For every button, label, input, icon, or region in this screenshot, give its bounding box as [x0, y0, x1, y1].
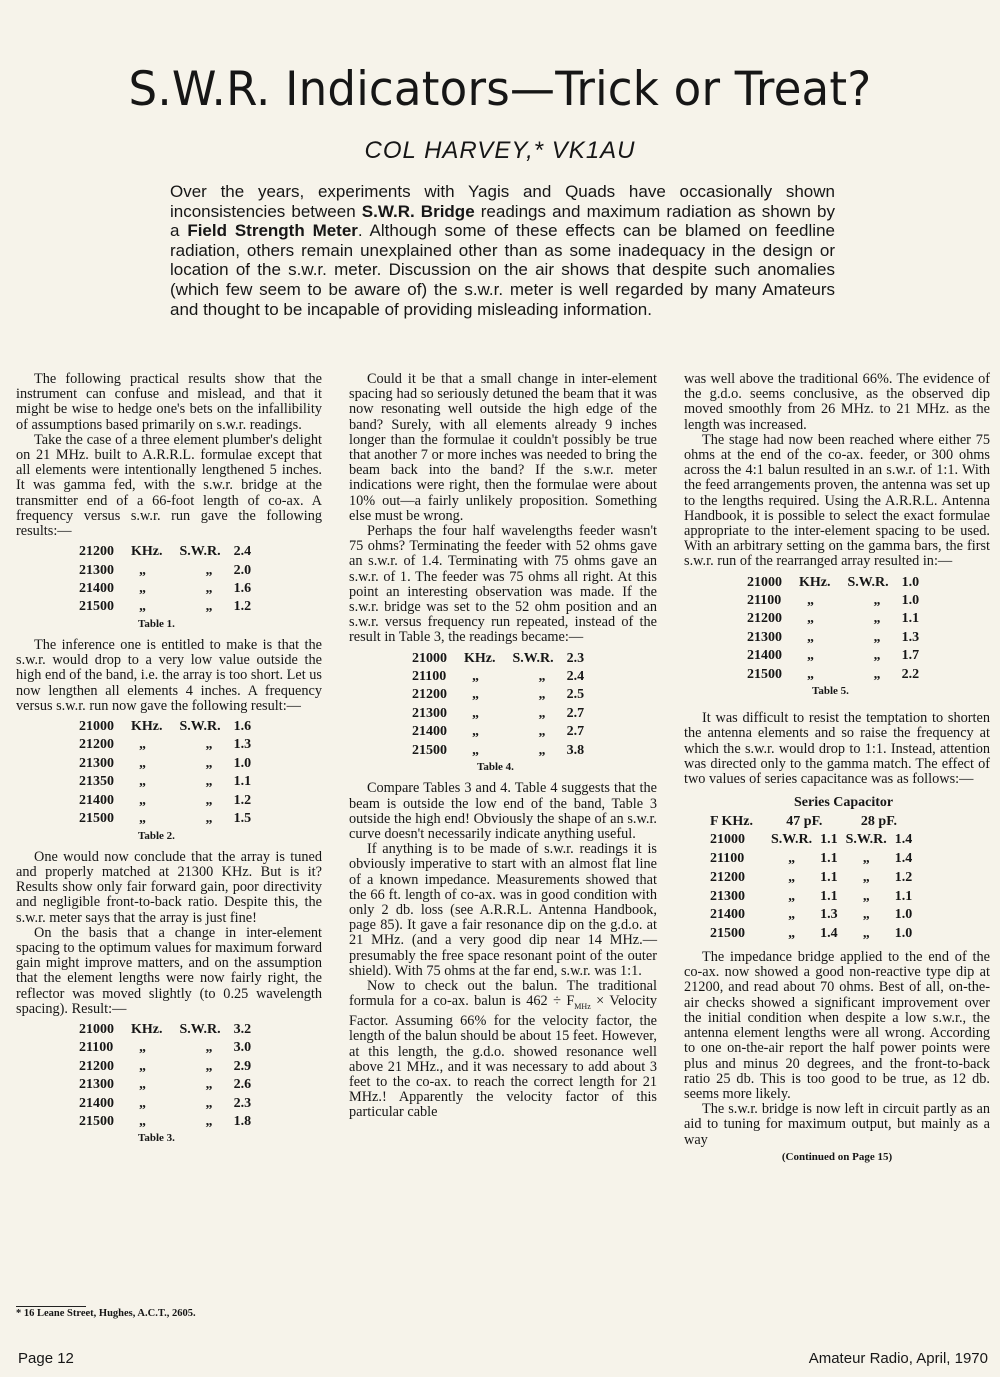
- table-3: [76, 1021, 254, 1131]
- freq-cell: 21000: [79, 1021, 114, 1037]
- table-row: [706, 888, 916, 907]
- val-cell: 1.6: [233, 581, 252, 597]
- freq-cell: 21000: [79, 719, 114, 735]
- val-cell: 3.8: [566, 742, 585, 758]
- table-row: [706, 869, 916, 888]
- val-cell: 2.7: [566, 705, 585, 721]
- ditto-cell: „: [205, 1095, 213, 1111]
- val-b-cell: 1.2: [894, 869, 913, 885]
- col3-paragraph-4: The impedance bridge applied to the end of the co-ax. now showed a good non-reactive type dip at 21200, and read about 70 ohms. Best of all, on-the-air checks showed a significant improvement over the initial condition when despite a low s.w.r., the antenna element lengths were all wrong. According to one on-the-air report the half power points were plus and minus 20 degrees, and the front-to-back ratio 25 db. This is too good to be true, as 12 db. seems more likely.: [684, 949, 990, 1102]
- ditto-cell: „: [205, 1113, 213, 1129]
- ditto-cell: „: [472, 687, 479, 703]
- ditto-cell: „: [139, 755, 146, 771]
- table-row: [744, 629, 922, 647]
- freq-cell: 21400: [79, 1095, 114, 1111]
- freq-cell: 21200: [710, 869, 745, 885]
- table-2-caption: Table 2.: [138, 829, 175, 842]
- ditto-cell: „: [205, 599, 213, 615]
- freq-cell: 21500: [710, 926, 745, 942]
- freq-cell: 21400: [79, 581, 114, 597]
- freq-cell: 21500: [79, 599, 114, 615]
- freq-cell: 21300: [747, 629, 782, 645]
- table-row: [409, 705, 587, 723]
- val-a-cell: 1.1: [820, 851, 838, 867]
- freq-cell: 21200: [79, 737, 114, 753]
- val-cell: 1.5: [233, 811, 252, 827]
- table-row: [76, 810, 254, 828]
- ditto-cell: „: [139, 1077, 146, 1093]
- freq-cell: 21000: [412, 650, 447, 666]
- table-row: [76, 792, 254, 810]
- val-cell: 2.9: [233, 1058, 252, 1074]
- col1-paragraph-3: The inference one is entitled to make is that the s.w.r. would drop to a very low value outside the high end of the band, i.e. the array is too short. Let us now lengthen all elements 4 inches. A frequency versus s.w.r. run now gave the following result:—: [16, 637, 322, 714]
- table-row: [76, 773, 254, 791]
- ditto-cell: „: [139, 811, 146, 827]
- table-row: [744, 592, 922, 610]
- ditto-cell: „: [873, 666, 881, 682]
- author-address-footnote: * 16 Leane Street, Hughes, A.C.T., 2605.: [16, 1308, 196, 1319]
- table-row: [706, 831, 916, 850]
- table-1: [76, 543, 254, 617]
- col-header-28pf: 28 pF.: [860, 813, 897, 829]
- ditto-cell: „: [873, 593, 881, 609]
- table-row: [409, 668, 587, 686]
- freq-cell: 21500: [747, 666, 782, 682]
- ditto-cell: „: [873, 629, 881, 645]
- table-row: [76, 755, 254, 773]
- ditto-cell: „: [472, 742, 479, 758]
- freq-cell: 21100: [412, 669, 447, 685]
- col1-paragraph-5: On the basis that a change in inter-element spacing to the optimum values for maximum forward gain might improve matters, and on the assumption that the element lengths were now fairly right, the reflector was moved slightly (to 0.25 wavelength spacing). Result:—: [16, 924, 322, 1017]
- val-cell: 1.7: [901, 648, 920, 664]
- column-2: [349, 372, 657, 1121]
- ditto-cell: „: [538, 669, 546, 685]
- intro-bold-swr-bridge: S.W.R. Bridge: [361, 201, 475, 221]
- val-a-cell: 1.1: [820, 832, 838, 848]
- freq-cell: 21300: [412, 705, 447, 721]
- val-cell: 2.4: [566, 669, 585, 685]
- ditto-cell: „: [205, 562, 213, 578]
- col-header-47pf: 47 pF.: [786, 813, 823, 829]
- ditto-cell: „: [205, 1058, 213, 1074]
- label-b-cell: S.W.R.: [845, 832, 887, 848]
- mhz-subscript: MHz: [574, 1002, 591, 1011]
- col2-paragraph-1: Could it be that a small change in inter-element spacing had so seriously detuned the beam that it was now resonating well outside the high edge of the band? Surely, with all elements already 9 inches longer than the formulae it couldn't possibly be true that another 7 or more inches was needed to bring the beam back into the band? If the s.w.r. meter indications were right, then the formulae were about 10% out—a fairly unlikely proposition. Something else must be wrong.: [349, 371, 657, 524]
- freq-cell: 21400: [710, 907, 745, 923]
- col2-paragraph-5: Now to check out the balun. The traditional formula for a co-ax. balun is $462 \div F_{MHz}$ × Velocity Factor. Assuming 66% for the velocity factor, the length of the balun should be about 15 feet. However, at this length, the g.d.o. showed resonance well above 21 MHz., and it was necessary to add about 3 feet to the co-ax. to reach the correct length for 21 MHz.! Apparently the velocity factor of this particular cable: [349, 977, 657, 1121]
- ditto-cell: „: [538, 705, 546, 721]
- val-cell: 2.5: [566, 687, 585, 703]
- val-cell: 1.1: [901, 611, 920, 627]
- ditto-cell: „: [538, 742, 546, 758]
- table-3-caption: Table 3.: [138, 1132, 175, 1145]
- val-b-cell: 1.0: [894, 926, 913, 942]
- table-row: [76, 1113, 254, 1131]
- label-a-cell: „: [788, 869, 796, 885]
- col1-paragraph-4: One would now conclude that the array is tuned and properly matched at 21300 KHz. But is it? Results show only fair forward gain, poor directivity and negligible front-to-back ratio. Despite this, the s.w.r. meter says that the array is just fine!: [16, 848, 322, 926]
- swr-cell: S.W.R.: [179, 1021, 221, 1037]
- ditto-cell: „: [807, 629, 814, 645]
- table-row: [76, 598, 254, 616]
- val-b-cell: 1.4: [894, 851, 913, 867]
- ditto-cell: „: [873, 648, 881, 664]
- freq-cell: 21200: [412, 687, 447, 703]
- label-a-cell: S.W.R.: [771, 832, 813, 848]
- table-4: [409, 650, 587, 760]
- table-5: [744, 574, 922, 684]
- val-cell: 1.0: [901, 593, 920, 609]
- ditto-cell: „: [472, 724, 479, 740]
- table-2: [76, 718, 254, 828]
- khz-cell: KHz.: [131, 719, 163, 735]
- ditto-cell: „: [139, 1058, 146, 1074]
- label-b-cell: „: [862, 869, 870, 885]
- table-row: [76, 1095, 254, 1113]
- freq-cell: 21100: [710, 851, 745, 867]
- khz-cell: KHz.: [131, 1021, 163, 1037]
- freq-cell: 21500: [79, 1113, 114, 1129]
- val-cell: 1.3: [233, 737, 252, 753]
- ditto-cell: „: [205, 811, 213, 827]
- freq-cell: 21300: [710, 888, 745, 904]
- ditto-cell: „: [139, 774, 146, 790]
- ditto-cell: „: [538, 687, 546, 703]
- col2-paragraph-3: Compare Tables 3 and 4. Table 4 suggests that the beam is outside the low end of the band, Table 3 outside the high end! Obviously the shape of an s.w.r. curve doesn't necessarily indicate anything useful.: [349, 780, 657, 842]
- label-b-cell: „: [862, 851, 870, 867]
- ditto-cell: „: [205, 1077, 213, 1093]
- table-4-caption: Table 4.: [477, 761, 514, 774]
- val-cell: 2.4: [233, 544, 252, 560]
- freq-cell: 21300: [79, 755, 114, 771]
- table-row: [409, 742, 587, 760]
- val-a-cell: 1.1: [820, 888, 838, 904]
- article-title: S.W.R. Indicators—Trick or Treat?: [128, 62, 872, 117]
- intro-paragraph: Over the years, experiments with Yagis and Quads have occasionally shown inconsistencies between S.W.R. Bridge readings and maximum radiation as shown by a Field Strength Meter. Although some of these effects can be blamed on feedline radiation, others remain unexplained other than as some inadequacy in the design or location of the s.w.r. meter. Discussion on the air shows that despite such anomalies (which few seem to be aware of) the s.w.r. meter is well regarded by many Amateurs and thought to be incapable of providing misleading information.: [170, 182, 835, 319]
- freq-cell: 21350: [79, 774, 114, 790]
- freq-cell: 21400: [747, 648, 782, 664]
- label-b-cell: „: [862, 907, 870, 923]
- col3-paragraph-2: The stage had now been reached where either 75 ohms at the end of the co-ax. feeder, or 300 ohms across the 4:1 balun resulted in an s.w.r. of 1:1. With the feed arrangements proven, the antenna was set up to the lengths required. Using the A.R.R.L. Antenna Handbook, it is possible to select the exact formulae appropriate to the inter-element spacing to be used. With an arbitrary setting on the gamma bars, the first s.w.r. run of the rearranged array resulted in:—: [684, 431, 990, 570]
- series-capacitor-heading: Series Capacitor: [794, 795, 894, 811]
- intro-bold-field-strength-meter: Field Strength Meter: [187, 221, 358, 241]
- val-cell: 1.2: [233, 792, 252, 808]
- freq-cell: 21200: [79, 544, 114, 560]
- ditto-cell: „: [205, 774, 213, 790]
- table-row: [76, 1058, 254, 1076]
- table-row: [744, 647, 922, 665]
- ditto-cell: „: [472, 669, 479, 685]
- freq-cell: 21100: [747, 593, 782, 609]
- freq-cell: 21000: [710, 832, 745, 848]
- val-cell: 1.0: [901, 574, 920, 590]
- val-cell: 3.2: [233, 1021, 252, 1037]
- val-cell: 2.7: [566, 724, 585, 740]
- table-1-caption: Table 1.: [138, 617, 175, 630]
- val-cell: 1.6: [233, 719, 252, 735]
- ditto-cell: „: [538, 724, 546, 740]
- val-cell: 2.3: [566, 650, 585, 666]
- freq-cell: 21400: [412, 724, 447, 740]
- ditto-cell: „: [205, 755, 213, 771]
- table-row: [76, 1076, 254, 1094]
- ditto-cell: „: [807, 666, 814, 682]
- table-row: [76, 1039, 254, 1057]
- swr-cell: S.W.R.: [847, 574, 889, 590]
- ditto-cell: „: [139, 581, 146, 597]
- val-a-cell: 1.4: [820, 926, 838, 942]
- continued-note: (Continued on Page 15): [781, 1150, 893, 1163]
- freq-cell: 21200: [79, 1058, 114, 1074]
- swr-cell: S.W.R.: [179, 719, 221, 735]
- val-cell: 3.0: [233, 1040, 252, 1056]
- col1-paragraph-2: Take the case of a three element plumber's delight on 21 MHz. built to A.R.R.L. formulae except that all elements were intentionally lengthened 5 inches. It was gamma fed, with the s.w.r. bridge at the transmitter end of a 66-foot length of co-ax. A frequency versus s.w.r. run gave the following results:—: [16, 431, 322, 540]
- freq-cell: 21500: [79, 811, 114, 827]
- table-row: [744, 666, 922, 684]
- swr-cell: S.W.R.: [512, 650, 554, 666]
- col3-paragraph-3: It was difficult to resist the temptation to shorten the antenna elements and so raise the frequency at which the s.w.r. would drop to 1:1. Instead, attention was directed only to the gamma match. The effect of two values of series capacitance was as follows:—: [684, 710, 990, 788]
- series-capacitor-table: [706, 813, 916, 945]
- col-header-frequency: F KHz.: [710, 813, 754, 829]
- label-a-cell: „: [788, 888, 796, 904]
- ditto-cell: „: [807, 593, 814, 609]
- ditto-cell: „: [139, 737, 146, 753]
- column-3: [684, 372, 990, 1165]
- table-row: [409, 686, 587, 704]
- table-row: [76, 736, 254, 754]
- table-5-caption: Table 5.: [812, 685, 849, 698]
- freq-cell: 21200: [747, 611, 782, 627]
- ditto-cell: „: [807, 611, 814, 627]
- col3-paragraph-1: was well above the traditional 66%. The evidence of the g.d.o. seems conclusive, as the observed dip moved smoothly from 26 MHz. to 21 MHz. as the length was increased.: [684, 371, 990, 433]
- table-row: [706, 850, 916, 869]
- val-cell: 1.3: [901, 629, 920, 645]
- khz-cell: KHz.: [464, 650, 496, 666]
- table-row: [706, 906, 916, 925]
- label-b-cell: „: [862, 888, 870, 904]
- label-a-cell: „: [788, 907, 796, 923]
- freq-cell: 21100: [79, 1040, 114, 1056]
- val-a-cell: 1.1: [820, 869, 838, 885]
- ditto-cell: „: [139, 562, 146, 578]
- ditto-cell: „: [139, 1040, 146, 1056]
- freq-cell: 21300: [79, 562, 114, 578]
- author-byline: COL HARVEY,* VK1AU: [364, 137, 636, 164]
- col3-paragraph-5: The s.w.r. bridge is now left in circuit partly as an aid to tuning for maximum output, but mainly as a way: [684, 1101, 990, 1148]
- swr-cell: S.W.R.: [179, 544, 221, 560]
- val-cell: 2.0: [233, 562, 252, 578]
- val-cell: 1.2: [233, 599, 252, 615]
- khz-cell: KHz.: [131, 544, 163, 560]
- val-cell: 1.0: [233, 755, 252, 771]
- table-row: [76, 562, 254, 580]
- ditto-cell: „: [205, 792, 213, 808]
- publication-info: Amateur Radio, April, 1970: [808, 1350, 988, 1367]
- label-a-cell: „: [788, 926, 796, 942]
- table-row: [409, 723, 587, 741]
- val-a-cell: 1.3: [820, 907, 838, 923]
- label-b-cell: „: [862, 926, 870, 942]
- ditto-cell: „: [205, 1040, 213, 1056]
- khz-cell: KHz.: [799, 574, 831, 590]
- col2-paragraph-2: Perhaps the four half wavelengths feeder wasn't 75 ohms? Terminating the feeder with 52 ohms gave an s.w.r. of 1.4. Terminating with 75 ohms gave an s.w.r. of 1. The feeder was 75 ohms all right. At this point an interesting observation was made. If the s.w.r. bridge was set to the 52 ohm position and an s.w.r. versus frequency run repeated, instead of the result in Table 3, the readings became:—: [349, 523, 657, 646]
- freq-cell: 21300: [79, 1077, 114, 1093]
- table-row: [706, 925, 916, 944]
- ditto-cell: „: [139, 1095, 146, 1111]
- table-row: [744, 574, 922, 592]
- table-row: [76, 718, 254, 736]
- freq-cell: 21400: [79, 792, 114, 808]
- ditto-cell: „: [205, 581, 213, 597]
- val-cell: 2.2: [901, 666, 920, 682]
- table-row: [409, 650, 587, 668]
- table-row: [76, 1021, 254, 1039]
- table-row: [76, 543, 254, 561]
- col2-paragraph-4: If anything is to be made of s.w.r. readings it is obviously imperative to start with an almost flat line of a known impedance. Measurements showed that the 66 ft. length of co-ax. was in good condition with only 2 db. loss (see A.R.R.L. Antenna Handbook, page 85). It gave a fair resonance dip on the g.d.o. at 21 MHz. (and a very good dip near 14 MHz.—presumably the free space resonant point of the outer shield). With 75 ohms at the far end, s.w.r. was 1:1.: [349, 841, 657, 979]
- freq-cell: 21000: [747, 574, 782, 590]
- ditto-cell: „: [205, 737, 213, 753]
- table-row: [76, 580, 254, 598]
- ditto-cell: „: [873, 611, 881, 627]
- freq-cell: 21500: [412, 742, 447, 758]
- column-1: [16, 372, 322, 1153]
- val-cell: 1.8: [233, 1113, 252, 1129]
- val-cell: 2.6: [233, 1077, 252, 1093]
- ditto-cell: „: [139, 599, 146, 615]
- ditto-cell: „: [139, 1113, 146, 1129]
- page-number: Page 12: [18, 1350, 74, 1367]
- ditto-cell: „: [807, 648, 814, 664]
- val-cell: 1.1: [233, 774, 252, 790]
- table-row: [744, 610, 922, 628]
- val-cell: 2.3: [233, 1095, 252, 1111]
- val-b-cell: 1.0: [894, 907, 913, 923]
- label-a-cell: „: [788, 851, 796, 867]
- ditto-cell: „: [472, 705, 479, 721]
- ditto-cell: „: [139, 792, 146, 808]
- series-capacitor-header-row: [706, 813, 916, 832]
- val-b-cell: 1.4: [894, 832, 913, 848]
- val-b-cell: 1.1: [894, 888, 913, 904]
- col1-paragraph-1: The following practical results show that the instrument can confuse and mislead, and that it might be wise to hedge one's bets on the infallibility of assumptions based primarily on s.w.r. readings.: [16, 371, 322, 433]
